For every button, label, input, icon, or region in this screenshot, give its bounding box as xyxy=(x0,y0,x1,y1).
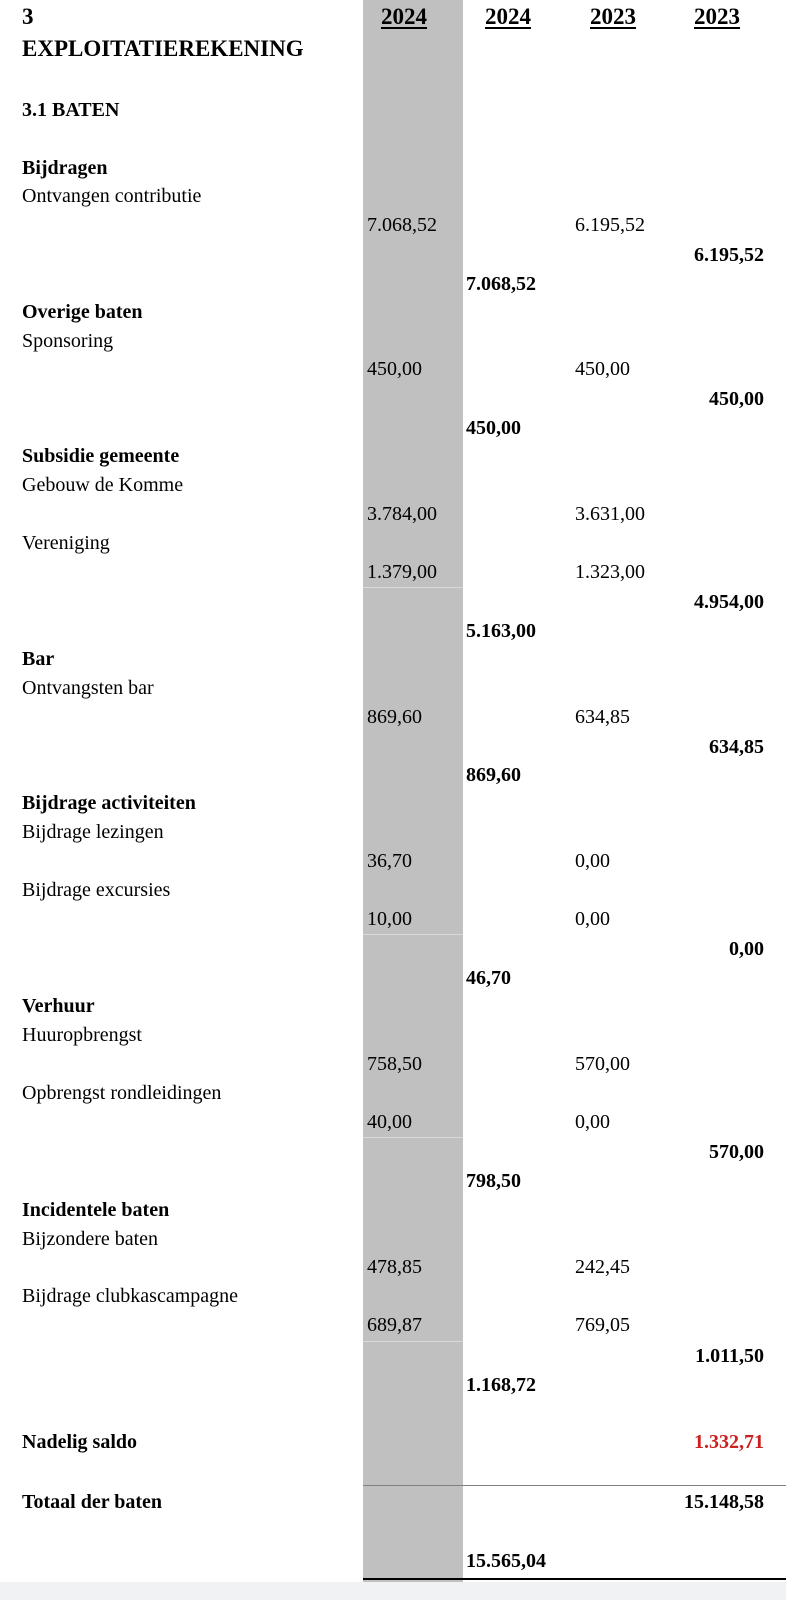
subtotal-2023: 450,00 xyxy=(709,388,764,410)
item-value-2024: 10,00 xyxy=(367,908,412,930)
item-value-2023: 450,00 xyxy=(575,358,630,380)
nadelig-saldo-2023: 1.332,71 xyxy=(694,1431,764,1453)
item-value-2024: 478,85 xyxy=(367,1256,422,1278)
subtotal-rule xyxy=(363,1137,463,1138)
col-header-2024-detail: 2024 xyxy=(381,4,427,29)
item-label: Sponsoring xyxy=(22,330,114,352)
page-title: EXPLOITATIEREKENING xyxy=(22,36,304,61)
item-value-2024: 36,70 xyxy=(367,850,412,872)
item-value-2023: 0,00 xyxy=(575,908,610,930)
group-heading: Overige baten xyxy=(22,301,143,323)
item-label: Ontvangsten bar xyxy=(22,677,154,699)
group-heading: Bar xyxy=(22,648,55,670)
totaal-2024: 15.565,04 xyxy=(466,1550,546,1572)
item-value-2023: 570,00 xyxy=(575,1053,630,1075)
item-value-2024: 7.068,52 xyxy=(367,214,437,236)
item-label: Ontvangen contributie xyxy=(22,185,202,207)
subtotal-2023: 1.011,50 xyxy=(695,1345,764,1367)
item-value-2023: 769,05 xyxy=(575,1314,630,1336)
subtotal-2023: 570,00 xyxy=(709,1141,764,1163)
col-header-2023-total: 2023 xyxy=(694,4,740,29)
subtotal-2023: 4.954,00 xyxy=(694,591,764,613)
subtotal-2024: 5.163,00 xyxy=(466,620,536,642)
item-value-2024: 40,00 xyxy=(367,1111,412,1133)
subtotal-2024: 450,00 xyxy=(466,417,521,439)
item-label: Bijdrage excursies xyxy=(22,879,171,901)
item-value-2024: 1.379,00 xyxy=(367,561,437,583)
subtotal-2024: 798,50 xyxy=(466,1170,521,1192)
item-value-2023: 0,00 xyxy=(575,850,610,872)
item-value-2023: 0,00 xyxy=(575,1111,610,1133)
subtotal-2023: 0,00 xyxy=(729,938,764,960)
subtotal-2023: 6.195,52 xyxy=(694,244,764,266)
item-value-2024: 3.784,00 xyxy=(367,503,437,525)
item-label: Opbrengst rondleidingen xyxy=(22,1082,222,1104)
item-value-2023: 1.323,00 xyxy=(575,561,645,583)
item-value-2023: 242,45 xyxy=(575,1256,630,1278)
item-value-2024: 689,87 xyxy=(367,1314,422,1336)
totaal-label: Totaal der baten xyxy=(22,1491,163,1513)
subtotal-2024: 869,60 xyxy=(466,764,521,786)
total-double-rule xyxy=(363,1578,786,1580)
section-heading: 3.1 BATEN xyxy=(22,99,120,121)
subtotal-2024: 1.168,72 xyxy=(466,1374,536,1396)
subtotal-rule xyxy=(363,934,463,935)
item-label: Huuropbrengst xyxy=(22,1024,142,1046)
subtotal-rule xyxy=(363,1341,463,1342)
total-rule xyxy=(363,1485,786,1486)
group-heading: Subsidie gemeente xyxy=(22,445,180,467)
subtotal-2024: 7.068,52 xyxy=(466,273,536,295)
item-value-2023: 634,85 xyxy=(575,706,630,728)
item-value-2023: 3.631,00 xyxy=(575,503,645,525)
nadelig-saldo-label: Nadelig saldo xyxy=(22,1431,138,1453)
totaal-2023: 15.148,58 xyxy=(684,1491,764,1513)
group-heading: Bijdrage activiteiten xyxy=(22,792,196,814)
item-value-2024: 450,00 xyxy=(367,358,422,380)
item-label: Bijdrage clubkascampagne xyxy=(22,1285,239,1307)
item-label: Bijdrage lezingen xyxy=(22,821,164,843)
col-header-2023-detail: 2023 xyxy=(590,4,636,29)
item-value-2024: 869,60 xyxy=(367,706,422,728)
item-value-2023: 6.195,52 xyxy=(575,214,645,236)
subtotal-rule xyxy=(363,587,463,588)
subtotal-2023: 634,85 xyxy=(709,736,764,758)
item-label: Bijzondere baten xyxy=(22,1228,159,1250)
shaded-2024-column xyxy=(363,0,463,1582)
item-value-2024: 758,50 xyxy=(367,1053,422,1075)
group-heading: Bijdragen xyxy=(22,157,108,179)
group-heading: Incidentele baten xyxy=(22,1199,170,1221)
subtotal-2024: 46,70 xyxy=(466,967,511,989)
group-heading: Verhuur xyxy=(22,995,95,1017)
col-header-2024-total: 2024 xyxy=(485,4,531,29)
item-label: Gebouw de Komme xyxy=(22,474,184,496)
section-number: 3 xyxy=(22,4,34,29)
bottom-strip xyxy=(0,1582,786,1600)
item-label: Vereniging xyxy=(22,532,110,554)
